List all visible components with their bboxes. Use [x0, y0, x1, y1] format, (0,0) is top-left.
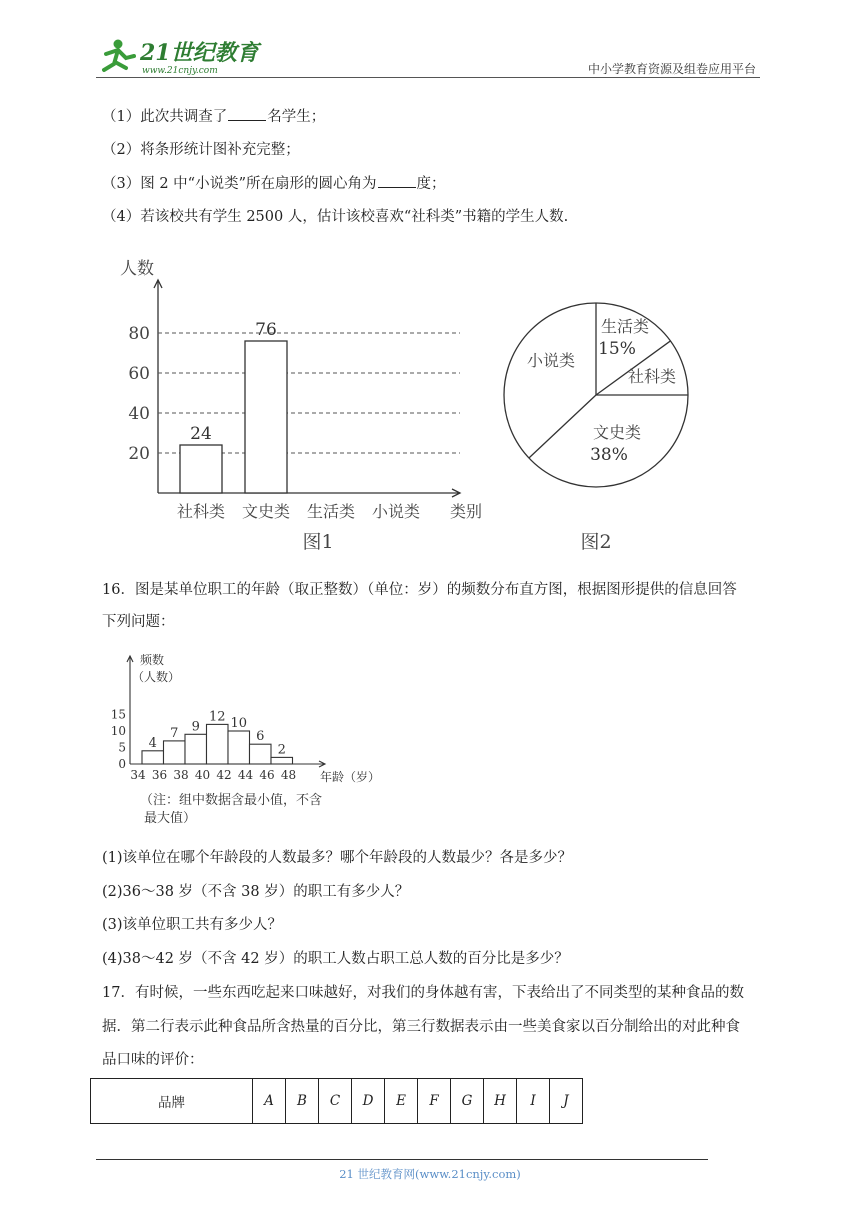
- table-row: [91, 1079, 583, 1124]
- footer-divider: [96, 1159, 708, 1160]
- q16-intro-line-1: 16．图是某单位职工的年龄（取正整数）（单位：岁）的频数分布直方图，根据图形提供的信息回答: [102, 582, 737, 598]
- histogram-bar: [142, 751, 164, 764]
- footer-link[interactable]: 21 世纪教育网(www.21cnjy.com): [339, 1167, 521, 1181]
- x-tick-label: 44: [237, 768, 254, 782]
- table-cell: H: [484, 1079, 517, 1124]
- q16-sub-4: (4)38～42 岁（不含 42 岁）的职工人数占职工总人数的百分比是多少？: [102, 951, 569, 967]
- pie-slice-value: 15%: [598, 339, 636, 359]
- table-cell: J: [550, 1079, 583, 1124]
- x-tick-label: 小说类: [371, 502, 421, 521]
- y-tick-label: 80: [128, 324, 150, 344]
- q16-intro-line-2: 下列问题：: [102, 614, 175, 630]
- figure-caption: 图1: [302, 531, 334, 553]
- y-tick-label: 60: [128, 364, 150, 384]
- q15-item-1-suffix: 名学生；: [267, 109, 326, 125]
- site-logo: [96, 36, 266, 76]
- y-tick-label: 10: [110, 724, 126, 738]
- q16-sub-1: (1)该单位在哪个年龄段的人数最多？哪个年龄段的人数最少？各是多少？: [102, 850, 573, 866]
- q17-line-2: 据．第二行表示此种食品所含热量的百分比，第三行数据表示由一些美食家以百分制给出的对此种食: [102, 1019, 740, 1035]
- q15-item-3-suffix: 度；: [416, 176, 446, 192]
- q15-item-1-text: （1）此次共调查了: [102, 109, 228, 125]
- x-tick-label: 社科类: [176, 502, 226, 521]
- bar-value-label: 12: [208, 709, 226, 725]
- histogram-bar: [207, 724, 229, 764]
- pie-chart-figure-2: [495, 290, 695, 555]
- histogram-note-line-1: （注：组中数据含最小值，不含: [140, 793, 323, 808]
- x-tick-label: 38: [173, 768, 189, 782]
- y-axis-label: 人数: [120, 259, 154, 279]
- pie-slice-label: 文史类: [592, 423, 642, 442]
- histogram-bar: [185, 734, 207, 764]
- table-cell: I: [517, 1079, 550, 1124]
- y-axis-label-line-1: 频数: [140, 653, 165, 667]
- histogram-bar: [250, 744, 272, 764]
- table-cell: D: [352, 1079, 385, 1124]
- bar-value-label: 2: [277, 742, 286, 758]
- histogram-bar: [271, 757, 293, 764]
- bar: [245, 341, 287, 493]
- bar-value-label: 76: [255, 320, 277, 340]
- bar: [180, 445, 222, 493]
- y-tick-label: 0: [118, 757, 126, 771]
- table-cell: C: [319, 1079, 352, 1124]
- figure-caption: 图2: [580, 531, 612, 553]
- q15-item-3: [102, 173, 446, 194]
- header-platform-text: 中小学教育资源及组卷应用平台: [587, 62, 756, 76]
- histogram-bar: [164, 741, 186, 764]
- answer-blank[interactable]: [228, 106, 266, 121]
- pie-slice-value: 38%: [590, 445, 628, 465]
- x-tick-label: 46: [259, 768, 275, 782]
- table-cell: F: [418, 1079, 451, 1124]
- q17-line-1: 17．有时候，一些东西吃起来口味越好，对我们的身体越有害，下表给出了不同类型的某种食品的数: [102, 985, 744, 1001]
- bar-value-label: 6: [256, 729, 265, 745]
- pie-slice-label: 社科类: [627, 367, 677, 386]
- table-cell: A: [253, 1079, 286, 1124]
- q16-sub-3: (3)该单位职工共有多少人？: [102, 917, 283, 933]
- q16-sub-2: (2)36～38 岁（不含 38 岁）的职工有多少人？: [102, 884, 410, 900]
- q15-item-1: [102, 106, 325, 127]
- table-header-cell: 品牌: [91, 1079, 253, 1124]
- brand-table: [90, 1078, 583, 1124]
- x-axis-label: 年龄（岁）: [320, 770, 381, 784]
- table-cell: E: [385, 1079, 418, 1124]
- header-divider: [96, 77, 760, 78]
- y-tick-label: 20: [128, 444, 150, 464]
- pie-slice-label: 小说类: [526, 351, 576, 370]
- table-cell: G: [451, 1079, 484, 1124]
- histogram-bar: [228, 731, 250, 764]
- y-tick-label: 5: [118, 740, 126, 755]
- q15-item-2: （2）将条形统计图补充完整；: [102, 142, 300, 158]
- bar-chart-figure-1: [110, 250, 500, 555]
- age-histogram: [100, 648, 400, 833]
- x-tick-label: 42: [216, 768, 232, 782]
- histogram-note-line-2: 最大值）: [144, 811, 197, 826]
- x-tick-label: 40: [194, 768, 211, 782]
- logo-url: www.21cnjy.com: [142, 66, 218, 76]
- logo-text: 21世纪教育: [140, 40, 259, 66]
- x-tick-label: 文史类: [241, 502, 291, 521]
- bar-value-label: 4: [148, 735, 157, 751]
- q15-item-3-text: （3）图 2 中“小说类”所在扇形的圆心角为: [102, 176, 377, 192]
- y-tick-label: 15: [110, 707, 126, 722]
- runner-logo-icon: [96, 36, 266, 76]
- pie-slice-label: 生活类: [600, 317, 650, 336]
- q17-line-3: 品口味的评价：: [102, 1052, 204, 1068]
- table-cell: B: [286, 1079, 319, 1124]
- y-axis-label-line-2: （人数）: [132, 670, 181, 684]
- x-tick-label: 48: [280, 768, 297, 782]
- x-axis-label: 类别: [449, 502, 483, 521]
- x-tick-label: 36: [151, 768, 168, 782]
- bar-value-label: 7: [170, 725, 179, 741]
- bar-value-label: 9: [191, 719, 200, 735]
- y-tick-label: 40: [128, 404, 150, 424]
- answer-blank[interactable]: [378, 173, 416, 188]
- q15-item-4: （4）若该校共有学生 2500 人，估计该校喜欢“社科类”书籍的学生人数.: [102, 209, 569, 225]
- x-tick-label: 34: [130, 768, 146, 782]
- bar-value-label: 24: [190, 424, 212, 444]
- x-tick-label: 生活类: [306, 502, 356, 521]
- bar-value-label: 10: [230, 716, 248, 731]
